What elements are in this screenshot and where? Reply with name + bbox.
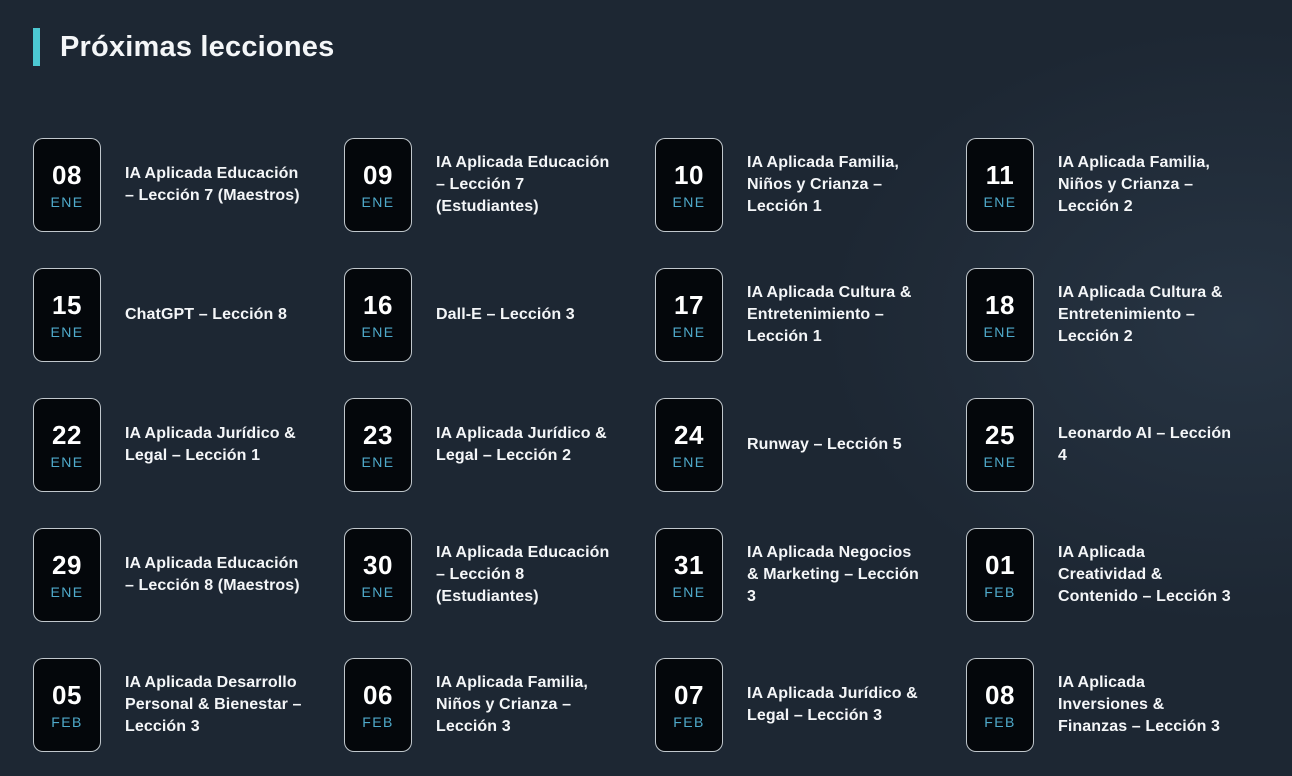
lesson-title: IA Aplicada Cultura & Entretenimiento – Lección 1 xyxy=(747,284,912,345)
date-month: ENE xyxy=(983,193,1017,210)
date-month: FEB xyxy=(984,583,1016,600)
lesson-item[interactable] xyxy=(966,138,1259,232)
date-badge xyxy=(33,138,101,232)
lesson-title: ChatGPT – Lección 8 xyxy=(125,306,287,323)
date-month: FEB xyxy=(362,713,394,730)
date-badge xyxy=(966,658,1034,752)
date-month: ENE xyxy=(672,583,706,600)
date-badge xyxy=(655,658,723,752)
date-day: 05 xyxy=(52,679,82,710)
date-day: 15 xyxy=(52,289,82,320)
date-badge xyxy=(966,138,1034,232)
date-month: FEB xyxy=(984,713,1016,730)
lesson-title: Runway – Lección 5 xyxy=(747,436,902,453)
lesson-title: IA Aplicada Desarrollo Personal & Bienestar – Lección 3 xyxy=(125,674,302,735)
lesson-item[interactable] xyxy=(33,528,326,622)
date-day: 30 xyxy=(363,549,393,580)
lesson-title: IA Aplicada Familia, Niños y Crianza – Lección 3 xyxy=(436,674,588,735)
date-month: ENE xyxy=(983,453,1017,470)
lesson-item[interactable] xyxy=(966,268,1259,362)
lesson-item[interactable] xyxy=(655,398,948,492)
date-month: ENE xyxy=(672,193,706,210)
lesson-title: IA Aplicada Jurídico & Legal – Lección 3 xyxy=(747,685,918,724)
accent-bar xyxy=(33,28,40,66)
date-day: 23 xyxy=(363,419,393,450)
lesson-item[interactable] xyxy=(344,138,637,232)
date-day: 25 xyxy=(985,419,1015,450)
lesson-title: IA Aplicada Familia, Niños y Crianza – Lección 2 xyxy=(1058,154,1210,215)
lesson-item[interactable] xyxy=(344,528,637,622)
date-month: ENE xyxy=(672,323,706,340)
date-day: 16 xyxy=(363,289,393,320)
date-day: 01 xyxy=(985,549,1015,580)
date-day: 08 xyxy=(52,159,82,190)
date-month: FEB xyxy=(51,713,83,730)
date-badge xyxy=(344,658,412,752)
section-header xyxy=(33,28,334,66)
lesson-title: Leonardo AI – Lección 4 xyxy=(1058,425,1232,464)
lesson-title: IA Aplicada Educación – Lección 7 (Estudiantes) xyxy=(436,154,610,215)
date-day: 08 xyxy=(985,679,1015,710)
lesson-item[interactable] xyxy=(966,398,1259,492)
date-day: 22 xyxy=(52,419,82,450)
date-month: ENE xyxy=(983,323,1017,340)
date-badge xyxy=(344,268,412,362)
lesson-item[interactable] xyxy=(655,528,948,622)
date-month: FEB xyxy=(673,713,705,730)
lesson-title: IA Aplicada Jurídico & Legal – Lección 1 xyxy=(125,425,296,464)
date-badge xyxy=(33,398,101,492)
lesson-title: IA Aplicada Negocios & Marketing – Lección 3 xyxy=(747,544,919,605)
date-day: 10 xyxy=(674,159,704,190)
page-title: Próximas lecciones xyxy=(60,30,335,63)
lesson-item[interactable] xyxy=(966,528,1259,622)
lesson-item[interactable] xyxy=(655,658,948,752)
date-day: 31 xyxy=(674,549,704,580)
lesson-title: IA Aplicada Familia, Niños y Crianza – Lección 1 xyxy=(747,154,899,215)
date-day: 07 xyxy=(674,679,704,710)
date-month: ENE xyxy=(50,323,84,340)
lesson-item[interactable] xyxy=(33,138,326,232)
date-month: ENE xyxy=(50,453,84,470)
lesson-title: IA Aplicada Jurídico & Legal – Lección 2 xyxy=(436,425,607,464)
lesson-item[interactable] xyxy=(344,398,637,492)
date-badge xyxy=(33,658,101,752)
date-badge xyxy=(655,268,723,362)
date-badge xyxy=(33,268,101,362)
lesson-item[interactable] xyxy=(655,268,948,362)
date-badge xyxy=(344,528,412,622)
lesson-item[interactable] xyxy=(655,138,948,232)
date-badge xyxy=(655,528,723,622)
date-month: ENE xyxy=(361,323,395,340)
date-day: 24 xyxy=(674,419,704,450)
date-badge xyxy=(344,398,412,492)
date-badge xyxy=(966,268,1034,362)
date-month: ENE xyxy=(672,453,706,470)
lesson-title: IA Aplicada Creatividad & Contenido – Lección 3 xyxy=(1058,544,1231,605)
lesson-item[interactable] xyxy=(966,658,1259,752)
date-badge xyxy=(655,138,723,232)
date-month: ENE xyxy=(50,583,84,600)
lesson-item[interactable] xyxy=(344,658,637,752)
date-month: ENE xyxy=(361,193,395,210)
lesson-title: IA Aplicada Educación – Lección 7 (Maestros) xyxy=(125,165,300,204)
date-badge xyxy=(966,528,1034,622)
lesson-title: Dall-E – Lección 3 xyxy=(436,306,575,323)
date-month: ENE xyxy=(50,193,84,210)
date-badge xyxy=(33,528,101,622)
date-month: ENE xyxy=(361,453,395,470)
lesson-title: IA Aplicada Inversiones & Finanzas – Lección 3 xyxy=(1058,674,1221,735)
date-day: 09 xyxy=(363,159,393,190)
lesson-title: IA Aplicada Educación – Lección 8 (Maestros) xyxy=(125,555,300,594)
lesson-title: IA Aplicada Cultura & Entretenimiento – Lección 2 xyxy=(1058,284,1223,345)
lessons-grid xyxy=(33,138,1259,752)
date-badge xyxy=(344,138,412,232)
date-day: 18 xyxy=(985,289,1015,320)
lesson-item[interactable] xyxy=(344,268,637,362)
date-month: ENE xyxy=(361,583,395,600)
lesson-item[interactable] xyxy=(33,658,326,752)
date-day: 06 xyxy=(363,679,393,710)
date-badge xyxy=(655,398,723,492)
date-day: 11 xyxy=(985,159,1015,190)
date-day: 17 xyxy=(674,289,704,320)
lesson-title: IA Aplicada Educación – Lección 8 (Estudiantes) xyxy=(436,544,610,605)
lesson-item[interactable] xyxy=(33,268,326,362)
date-day: 29 xyxy=(52,549,82,580)
date-badge xyxy=(966,398,1034,492)
lesson-item[interactable] xyxy=(33,398,326,492)
